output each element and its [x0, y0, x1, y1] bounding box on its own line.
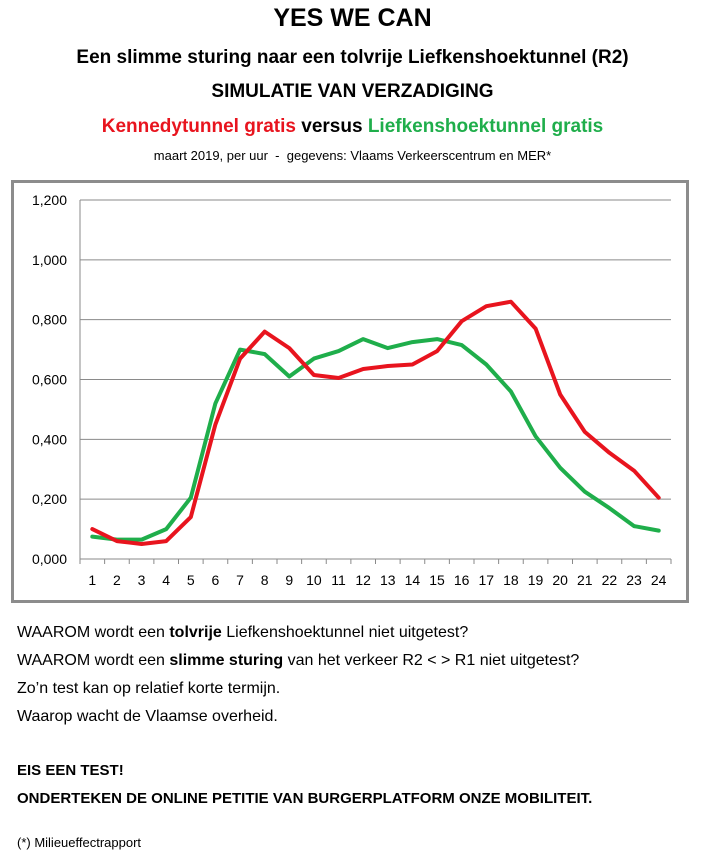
- series-line-kennedytunnel: [92, 302, 658, 544]
- x-tick-label: 12: [355, 572, 371, 588]
- x-tick-label: 1: [88, 572, 97, 588]
- x-tick-label: 21: [577, 572, 593, 588]
- x-tick-label: 3: [137, 572, 146, 588]
- x-tick-label: 16: [453, 572, 470, 588]
- cta-sign-petition: ONDERTEKEN DE ONLINE PETITIE VAN BURGERPLATFORM ONZE MOBILITEIT.: [17, 790, 593, 807]
- x-tick-label: 2: [113, 572, 121, 588]
- source-note: maart 2019, per uur - gegevens: Vlaams Verkeerscentrum en MER*: [153, 148, 552, 163]
- y-tick-label: 1,000: [31, 251, 67, 268]
- x-tick-label: 9: [285, 572, 294, 588]
- question-1-start: WAAROM wordt een: [17, 624, 170, 641]
- x-tick-label: 10: [306, 572, 322, 588]
- x-tick-label: 6: [211, 572, 220, 588]
- question-1-bold: tolvrije: [169, 624, 222, 641]
- statement-government: Waarop wacht de Vlaamse overheid.: [17, 708, 278, 725]
- question-2: [17, 652, 579, 670]
- comparison-heading: [0, 116, 705, 138]
- y-tick-label: 0,800: [31, 311, 67, 328]
- y-tick-label: 0,600: [31, 371, 67, 388]
- x-tick-label: 11: [331, 572, 346, 588]
- statement-short-term: Zo’n test kan op relatief korte termijn.: [17, 680, 281, 697]
- x-tick-label: 18: [503, 572, 519, 588]
- x-tick-label: 4: [162, 572, 171, 588]
- y-tick-label: 0,400: [31, 431, 67, 448]
- x-tick-label: 20: [552, 572, 568, 588]
- subtitle: Een slimme sturing naar een tolvrije Liefkenshoektunnel (R2): [76, 47, 629, 68]
- y-tick-label: 0,200: [31, 491, 67, 508]
- liefkenshoektunnel-label: Liefkenshoektunnel gratis: [367, 116, 604, 137]
- question-2-bold: slimme sturing: [169, 652, 284, 669]
- x-tick-label: 17: [478, 572, 495, 588]
- x-tick-label: 8: [260, 572, 269, 588]
- x-tick-label: 14: [404, 572, 421, 588]
- line-chart: [14, 183, 686, 600]
- x-tick-label: 13: [380, 572, 396, 588]
- versus-word: versus: [295, 116, 368, 137]
- x-tick-label: 22: [601, 572, 618, 588]
- x-tick-label: 15: [429, 572, 445, 588]
- question-2-end: van het verkeer R2 < > R1 niet uitgetest?: [283, 652, 580, 669]
- question-1-end: Liefkenshoektunnel niet uitgetest?: [221, 624, 469, 641]
- x-tick-label: 5: [186, 572, 195, 588]
- cta-demand-test: EIS EEN TEST!: [17, 762, 124, 779]
- page-title: YES WE CAN: [273, 4, 432, 32]
- y-tick-label: 1,200: [31, 192, 67, 208]
- x-tick-label: 23: [626, 572, 642, 588]
- question-1: [17, 624, 468, 642]
- simulation-heading: SIMULATIE VAN VERZADIGING: [211, 81, 494, 102]
- question-2-start: WAAROM wordt een: [17, 652, 170, 669]
- kennedytunnel-label: Kennedytunnel gratis: [101, 116, 296, 137]
- footnote: (*) Milieueffectrapport: [17, 835, 142, 850]
- x-tick-label: 7: [236, 572, 244, 588]
- x-tick-label: 19: [527, 572, 544, 588]
- chart-frame: [11, 180, 689, 603]
- y-tick-label: 0,000: [31, 551, 67, 567]
- x-tick-label: 24: [650, 572, 667, 588]
